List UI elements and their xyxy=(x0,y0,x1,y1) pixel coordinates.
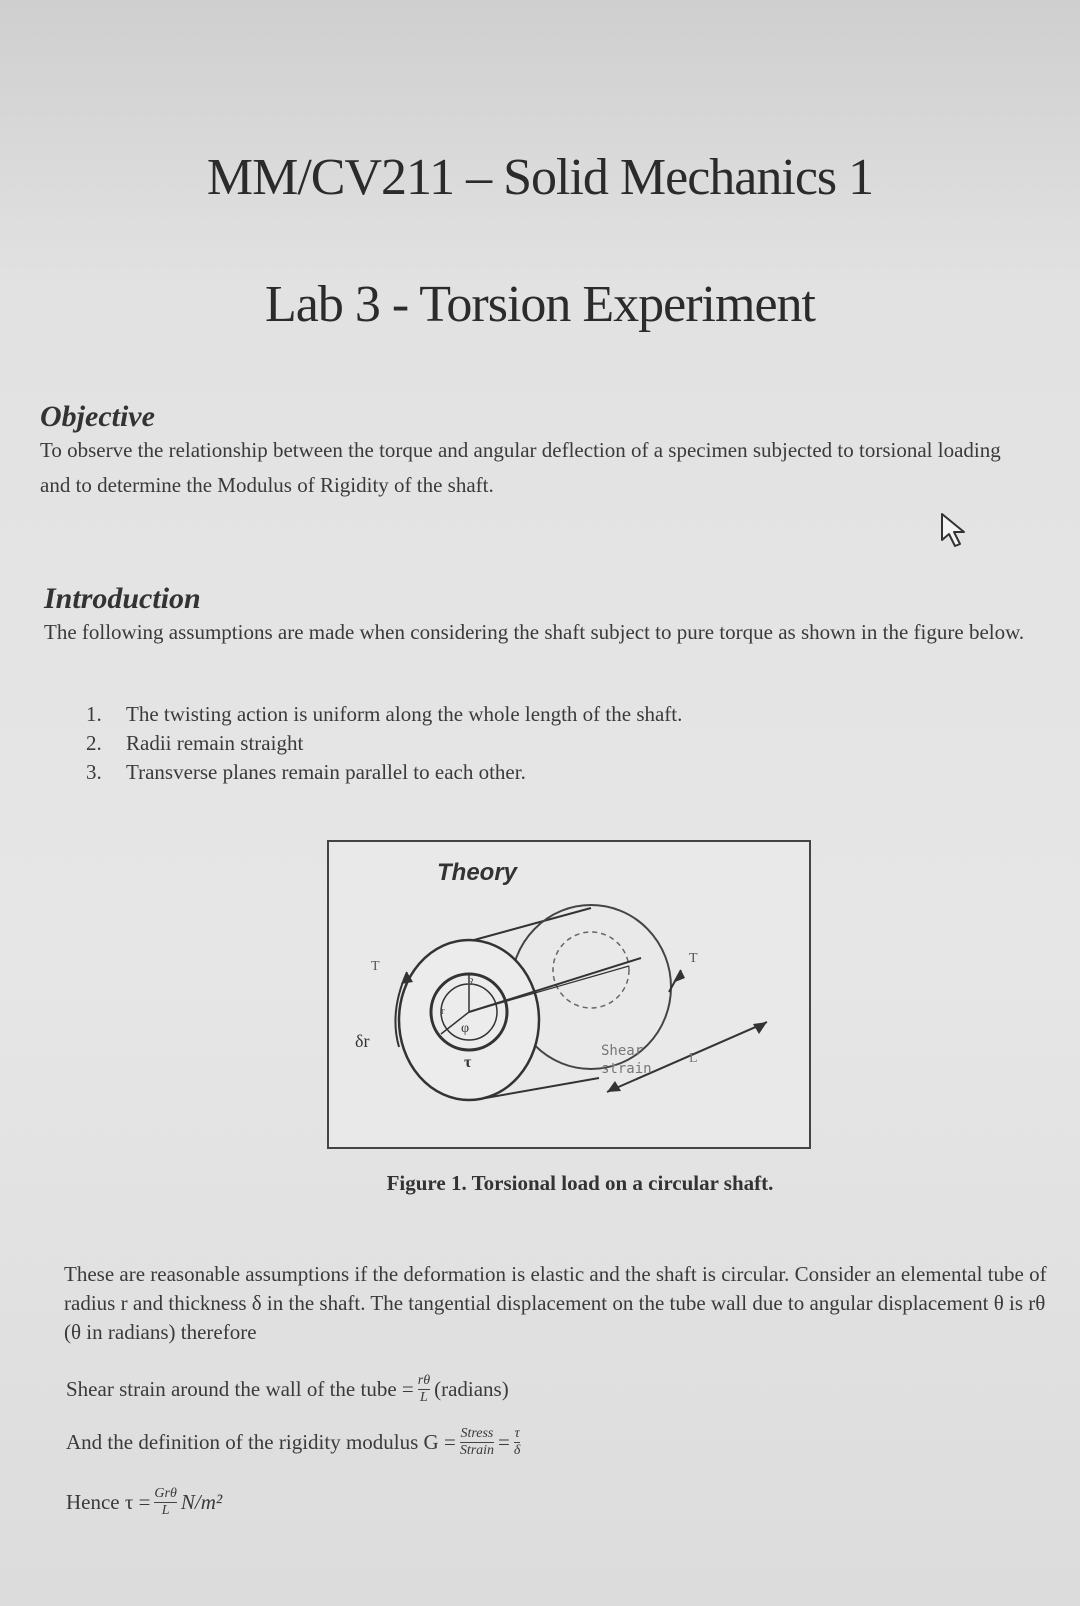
radius-label: R xyxy=(467,976,475,988)
radius-label: r xyxy=(441,1005,445,1017)
course-title: MM/CV211 – Solid Mechanics 1 xyxy=(206,149,874,206)
shear-label: Shear xyxy=(601,1043,644,1059)
torque-label: T xyxy=(689,951,698,966)
list-item: 3. Transverse planes remain parallel to each other. xyxy=(86,760,526,784)
thickness-label: δr xyxy=(355,1031,370,1051)
objective-text: To observe the relationship between the torque and angular deflection of a specimen subjected to torsional loading and to determine the Modulus of Rigidity of the shaft. xyxy=(40,438,1001,497)
lab-title: Lab 3 - Torsion Experiment xyxy=(265,276,815,333)
phi-label: φ xyxy=(461,1021,470,1036)
length-label: L xyxy=(689,1051,698,1066)
introduction-heading: Introduction xyxy=(44,582,201,615)
theory-figure xyxy=(327,840,811,1149)
fraction: $\frac{r\theta}{L}$ xyxy=(417,1373,431,1405)
list-item: 1. The twisting action is uniform along the whole length of the shaft. xyxy=(86,702,683,726)
hence-equation: Hence τ = $\frac{\text{Grθ}}{L}$ N/m² xyxy=(66,1486,223,1518)
tau-label: τ xyxy=(464,1054,472,1071)
fraction: $\frac{\text{Stress}}{\text{Strain}}$ xyxy=(459,1426,495,1458)
body-text: These are reasonable assumptions if the deformation is elastic and the shaft is circular. Consider an elemental tube of radius r and thickness δ in the shaft. The tangential displacement on the tube wall due to angular displacement θ is rθ (θ in radians) therefore xyxy=(64,1262,1047,1344)
objective-heading: Objective xyxy=(40,400,155,433)
mouse-cursor-icon xyxy=(936,510,976,550)
assumptions-list xyxy=(86,700,682,787)
strain-label: strain xyxy=(601,1061,652,1077)
figure-title: Theory xyxy=(437,859,518,886)
shear-strain-equation: Shear strain around the wall of the tube = $\frac{r\theta}{L}$ (radians) xyxy=(66,1373,509,1405)
torque-label: T xyxy=(371,959,380,974)
shaft-diagram xyxy=(329,842,809,1147)
fraction: $\frac{\text{Grθ}}{L}$ xyxy=(154,1486,177,1518)
rigidity-equation: And the definition of the rigidity modulus G = $\frac{\text{Stress}}{\text{Strain}}$ = $\frac{\tau}{\delta}$ xyxy=(66,1426,521,1458)
list-item: 2. Radii remain straight xyxy=(86,731,304,755)
fraction: $\frac{\tau}{\delta}$ xyxy=(513,1426,521,1458)
introduction-text: The following assumptions are made when considering the shaft subject to pure torque as shown in the figure below. xyxy=(44,620,1025,644)
figure-caption: Figure 1. Torsional load on a circular shaft. xyxy=(386,1171,774,1195)
